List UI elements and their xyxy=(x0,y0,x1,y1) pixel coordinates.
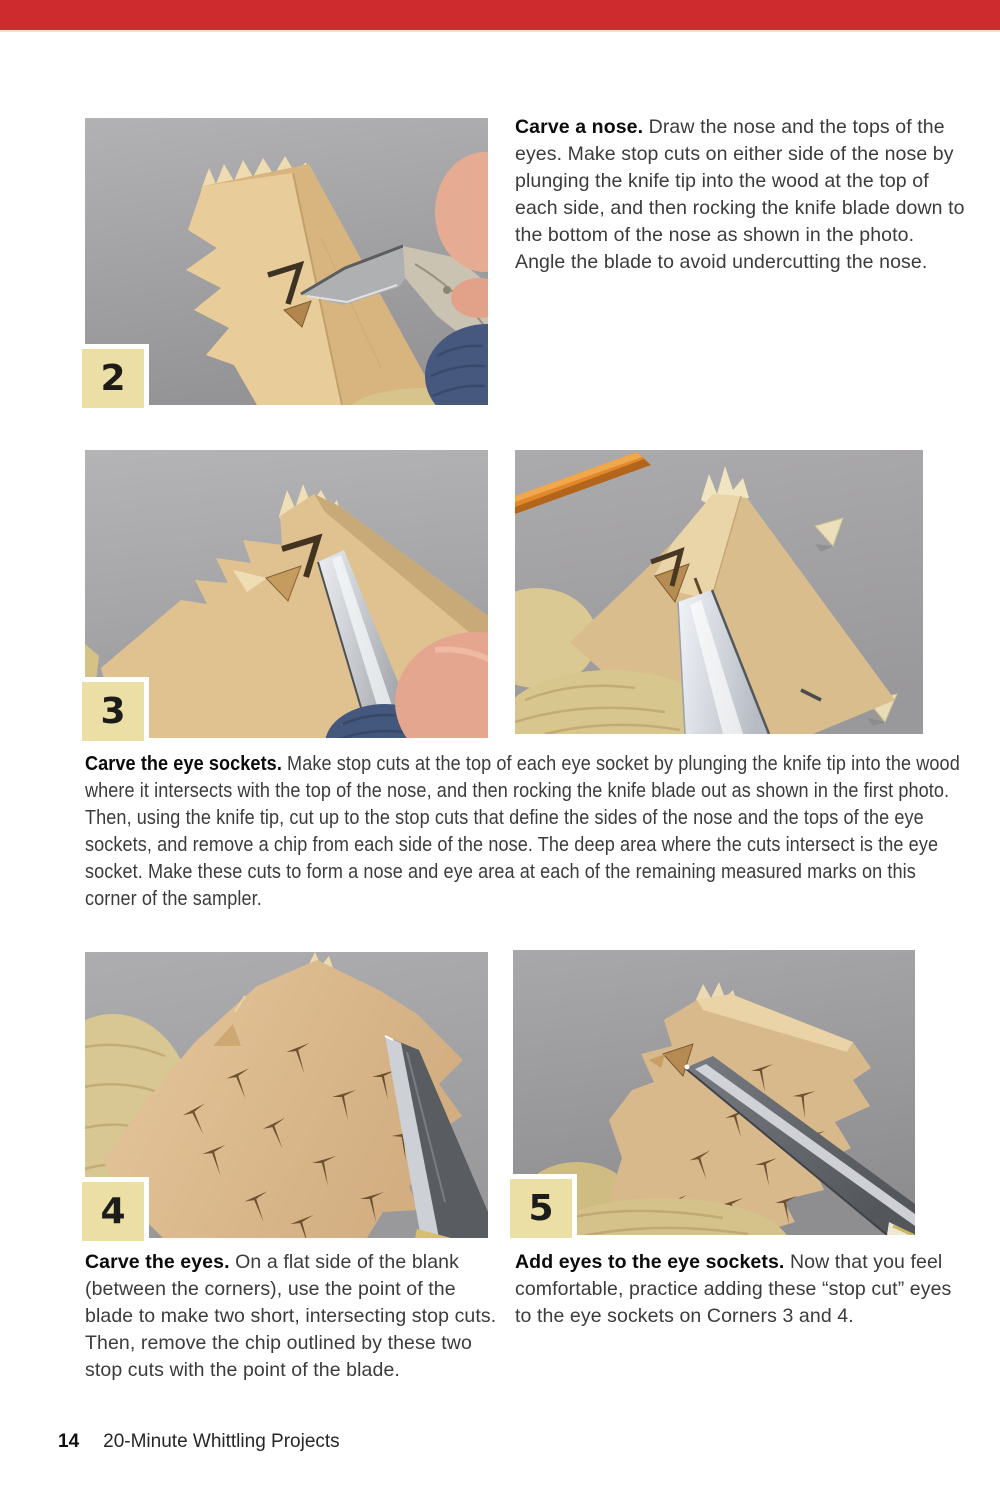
step-4-text xyxy=(85,1249,503,1384)
step-3-badge xyxy=(82,677,149,741)
top-accent-bar xyxy=(0,0,1000,32)
step-2-text xyxy=(515,114,965,276)
step-5-badge xyxy=(510,1174,577,1238)
step-3-body: Make stop cuts at the top of each eye socket by plunging the knife tip into the wood where it intersects with the top of the nose, and then rocking the knife blade out as shown in the first photo. Then, using the knife tip, cut up to the stop cuts that define the sides of the nose and the tops of the eye sockets, and remove a chip from each side of the nose. The deep area where the cuts intersect is the eye socket. Make these cuts to form a nose and eye area at each of the remaining measured marks on this corner of the sampler. xyxy=(85,752,960,910)
step-3-photo-left xyxy=(85,450,488,738)
step-4-badge xyxy=(82,1177,149,1241)
step-2-photo xyxy=(85,118,488,405)
book-title: 20-Minute Whittling Projects xyxy=(103,1431,340,1452)
step-5-photo xyxy=(513,950,915,1235)
step-4-body: On a flat side of the blank (between the corners), use the point of the blade to make two short, intersecting stop cuts. Then, remove the chip outlined by these two stop cuts with the point of the blade. xyxy=(85,1251,497,1381)
step-4-photo xyxy=(85,952,488,1238)
page-footer xyxy=(58,1431,340,1453)
step-5-body: Now that you feel comfortable, practice adding these “stop cut” eyes to the eye sockets on Corners 3 and 4. xyxy=(515,1251,952,1327)
step-3-photo-right xyxy=(515,450,923,734)
step-2-lead: Carve a nose. xyxy=(515,116,644,138)
page-number: 14 xyxy=(58,1431,80,1452)
step-3-badge-number: 3 xyxy=(100,691,126,732)
step-4-badge-number: 4 xyxy=(100,1191,126,1232)
step-2-body: Draw the nose and the tops of the eyes. Make stop cuts on either side of the nose by plunging the knife tip into the wood at the top of each side, and then rocking the knife blade down to the bottom of the nose as shown in the photo. Angle the blade to avoid undercutting the nose. xyxy=(515,116,965,273)
step-3-text xyxy=(85,750,962,912)
step-2-badge-number: 2 xyxy=(100,358,126,399)
step-5-text xyxy=(515,1249,959,1330)
step-4-lead: Carve the eyes. xyxy=(85,1251,230,1273)
step-3-right-illustration xyxy=(515,450,923,734)
step-3-lead: Carve the eye sockets. xyxy=(85,752,282,775)
step-5-badge-number: 5 xyxy=(528,1188,554,1229)
step-2-badge xyxy=(82,344,149,408)
step-5-lead: Add eyes to the eye sockets. xyxy=(515,1251,785,1273)
